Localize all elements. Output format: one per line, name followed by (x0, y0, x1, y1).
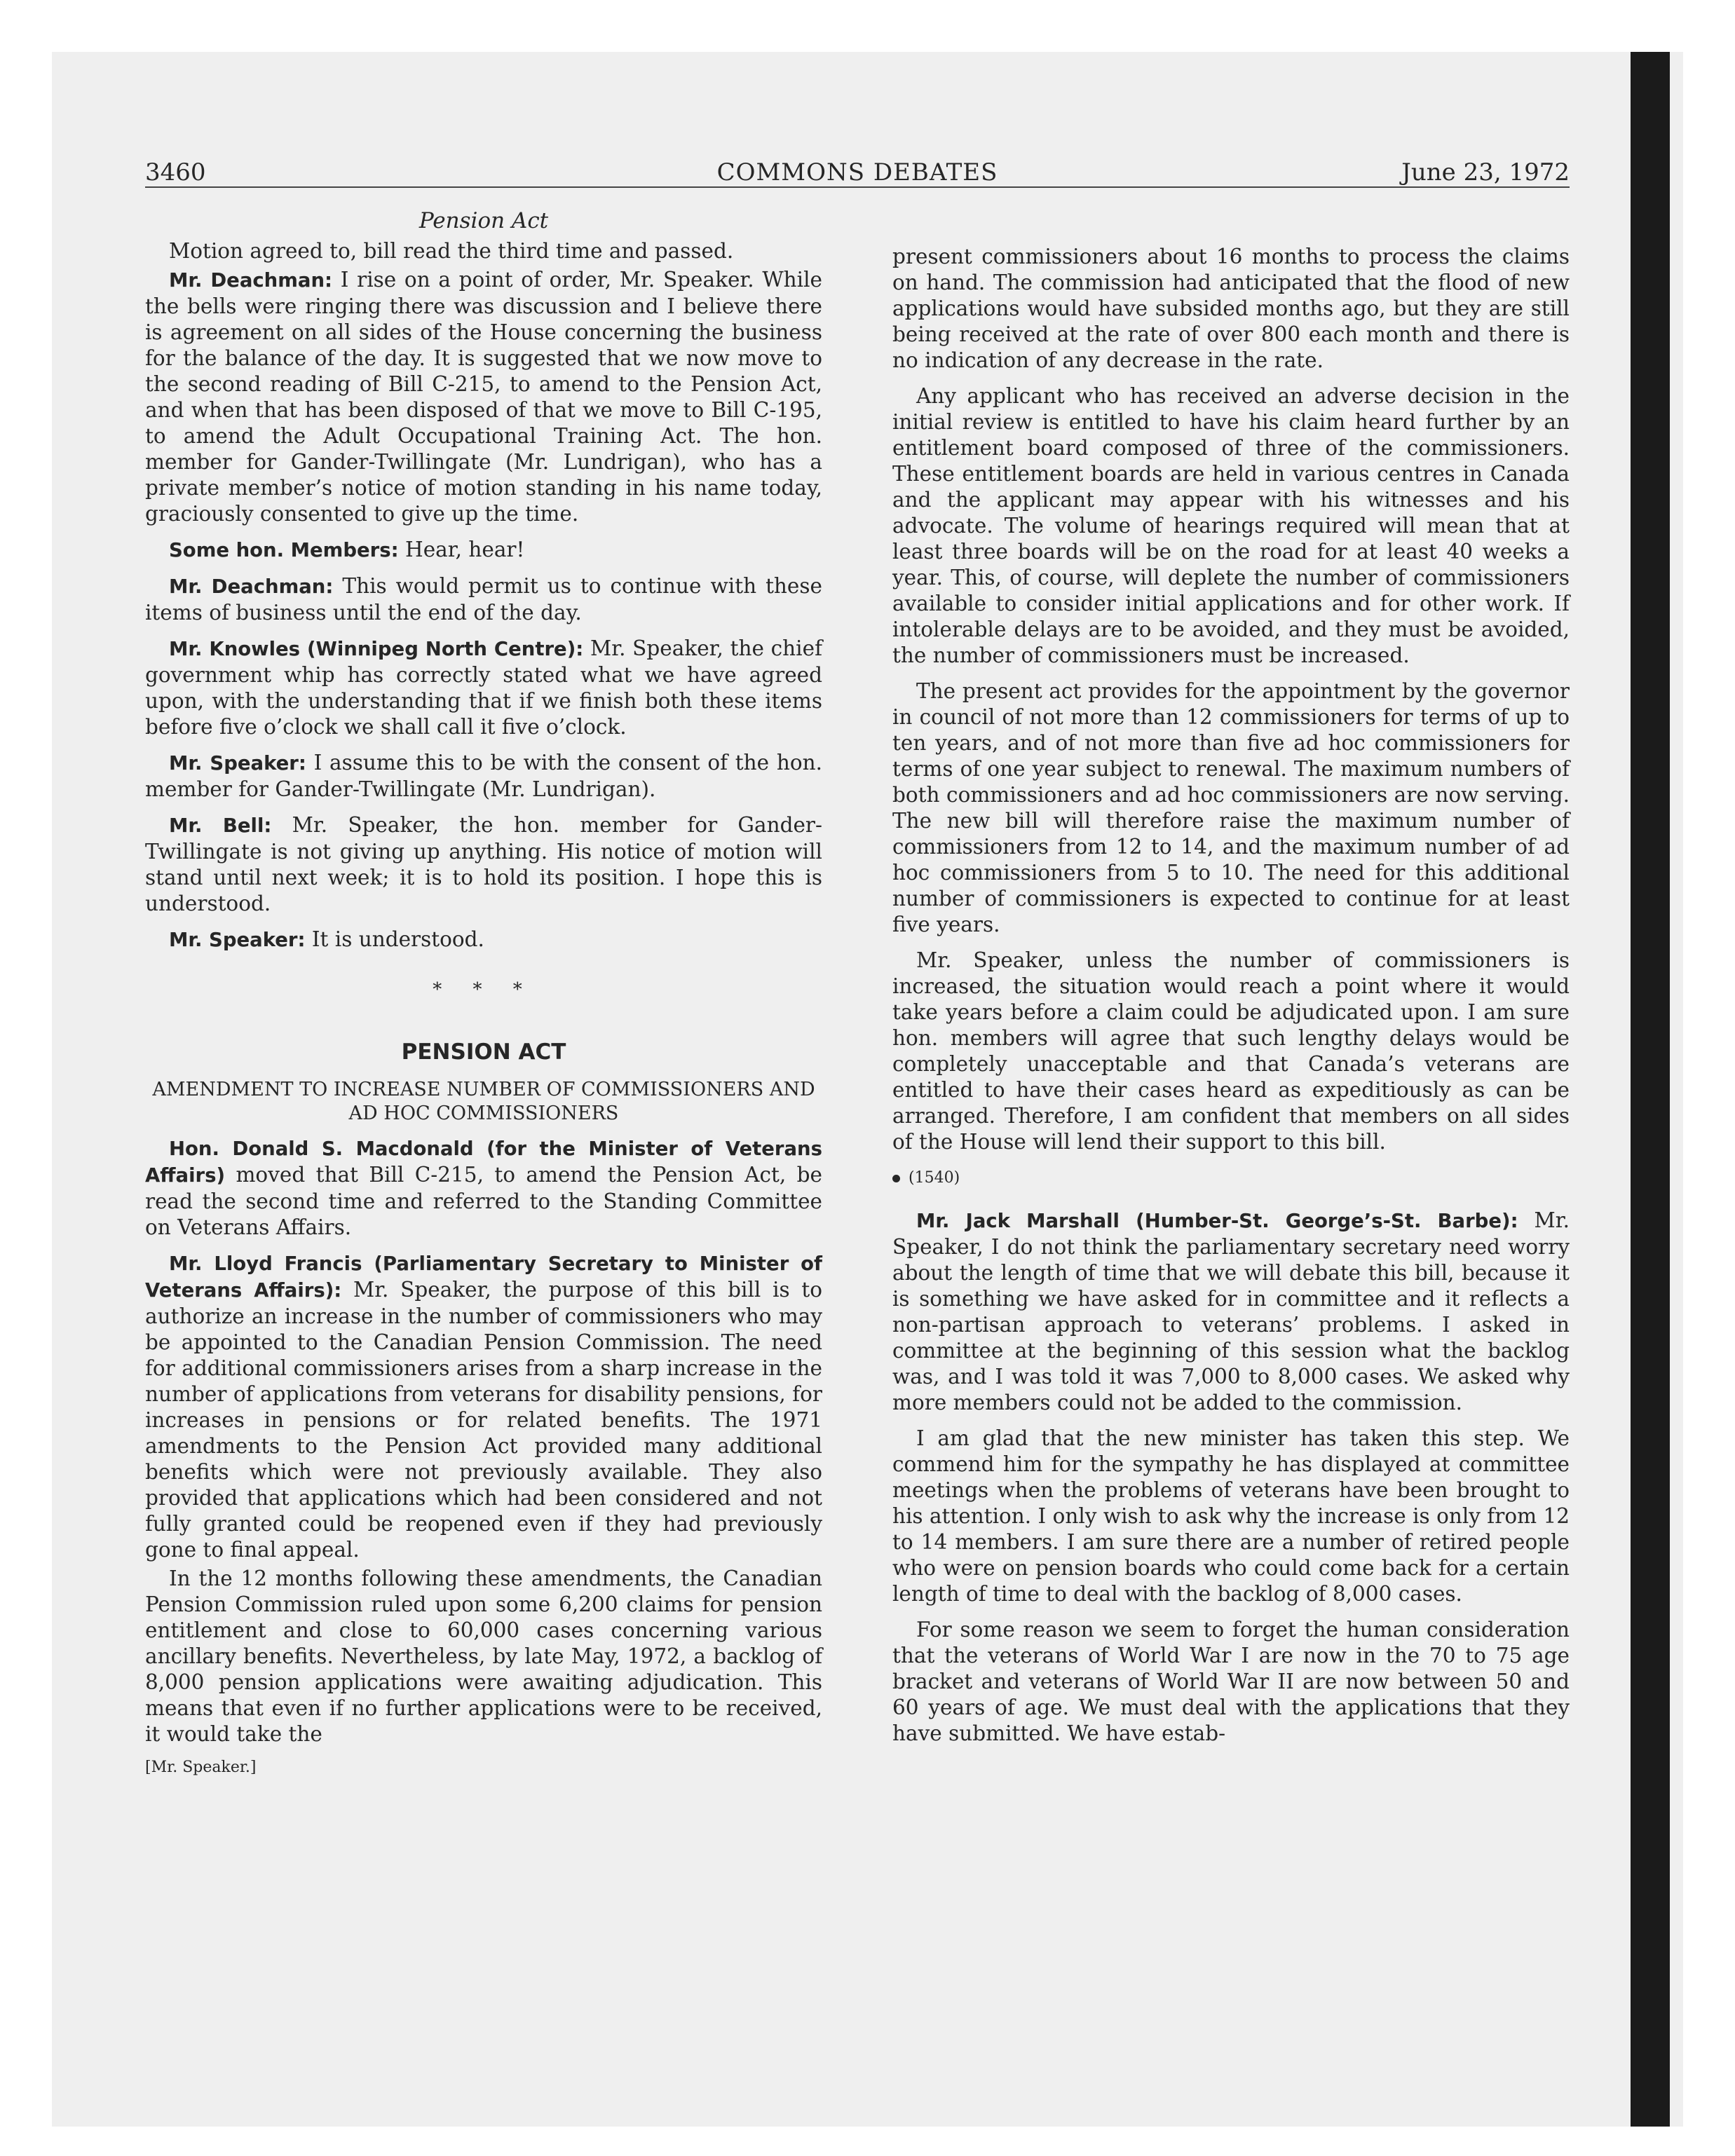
section-running-head: Pension Act (419, 208, 549, 233)
speaker-name: Mr. Lloyd Francis (Parliamentary Secretary to Minister of Veterans Affairs): (145, 1253, 822, 1302)
speech (145, 573, 822, 626)
section-separator: * * * (433, 979, 535, 1000)
continuation-note: [Mr. Speaker.] (145, 1759, 257, 1776)
speech-text: I assume this to be with the consent of the hon. member for Gander-Twillingate (Mr. Lundrigan). (145, 751, 822, 801)
speech (145, 537, 822, 564)
paragraph: Motion agreed to, bill read the third time and passed. (169, 239, 734, 263)
left-column (145, 208, 822, 1780)
bullet-icon (892, 1175, 900, 1182)
page-header (145, 158, 1570, 188)
speech (145, 636, 822, 740)
speech (145, 1250, 822, 1563)
paragraph: Mr. Speaker, unless the number of commissioners is increased, the situation would reach a point where it would take years before a claim could be adjudicated upon. I am sure hon. members will agree that such lengthy delays would be completely unacceptable and that Canada’s veterans are entitled to have their cases heard as expeditiously as can be arranged. Therefore, I am confident that members on all sides of the House will lend their support to this bill. (892, 948, 1570, 1154)
right-column (892, 244, 1570, 1756)
speaker-name: Mr. Deachman: (169, 575, 334, 598)
time-marker-text: (1540) (909, 1169, 960, 1187)
speech (145, 750, 822, 803)
speech-text: Mr. Speaker, the purpose of this bill is to authorize an increase in the number of commissioners who may be appointed to the Canadian Pension Commission. The need for additional commissioners arises from a sharp increase in the number of applications from veterans for disability pensions, for increases in pensions or for related benefits. The 1971 amendments to the Pension Act provided many additional benefits which were not previously available. They also provided that applications which had been considered and not fully granted could be reopened even if they had previously gone to final appeal. (145, 1278, 823, 1562)
speaker-name: Mr. Deachman: (169, 269, 333, 292)
paragraph: For some reason we seem to forget the human consideration that the veterans of World War I are now in the 70 to 75 age bracket and veterans of World War II are now between 50 and 60 years of age. We must deal with the applications that they have submitted. We have estab- (892, 1618, 1570, 1745)
paragraph: present commissioners about 16 months to process the claims on hand. The commission had anticipated that the flood of new applications would have subsided months ago, but they are still being received at the rate of over 800 each month and there is no indication of any decrease in the rate. (892, 245, 1570, 372)
scan-edge-shadow (1631, 52, 1670, 2127)
speaker-name: Mr. Speaker: (169, 929, 306, 951)
running-title: COMMONS DEBATES (716, 158, 998, 186)
section-heading: PENSION ACT (401, 1039, 566, 1065)
speaker-name: Mr. Jack Marshall (Humber-St. George’s-St. Barbe): (916, 1210, 1518, 1232)
page-date: June 23, 1972 (1401, 158, 1570, 186)
speech-text: This would permit us to continue with these items of business until the end of the day. (145, 574, 822, 625)
speech (145, 812, 822, 917)
speaker-name: Mr. Speaker: (169, 752, 306, 775)
speaker-name: Mr. Knowles (Winnipeg North Centre): (169, 638, 584, 660)
paragraph: The present act provides for the appointment by the governor in council of not more than 12 commissioners for terms of up to ten years, and of not more than five ad hoc commissioners for terms of one year subject to renewal. The maximum numbers of both commissioners and ad hoc commissioners are now serving. The new bill will therefore raise the maximum number of commissioners from 12 to 14, and the maximum number of ad hoc commissioners from 5 to 10. The need for this additional number of commissioners is expected to continue for at least five years. (892, 679, 1570, 936)
speech-text: I rise on a point of order, Mr. Speaker. While the bells were ringing there was discussion and I believe there is agreement on all sides of the House concerning the business for the balance of the day. It is suggested that we now move to the second reading of Bill C-215, to amend to the Pension Act, and when that has been disposed of that we move to Bill C-195, to amend the Adult Occupational Training Act. The hon. member for Gander-Twillingate (Mr. Lundrigan), who has a private member’s notice of motion standing in his name today, graciously consented to give up the time. (145, 268, 823, 526)
speech-text: moved that Bill C-215, to amend the Pension Act, be read the second time and referred to the Standing Committee on Veterans Affairs. (145, 1163, 822, 1239)
speech-text: It is understood. (305, 927, 484, 951)
speech (145, 267, 822, 527)
speech (892, 1208, 1570, 1416)
time-marker (892, 1165, 1570, 1191)
page-number: 3460 (145, 158, 206, 186)
speech-text: Mr. Speaker, I do not think the parliamentary secretary need worry about the length of time that we will debate this bill, because it is something we have asked for in committee and it reflects a non-partisan approach to veterans’ problems. I asked in committee at the beginning of this session what the backlog was, and I was told it was 7,000 to 8,000 cases. We asked why more members could not be added to the commission. (892, 1208, 1570, 1414)
paragraph: Any applicant who has received an adverse decision in the initial review is entitled to have his claim heard further by an entitlement board composed of three of the commissioners. These entitlement boards are held in various centres in Canada and the applicant may appear with his witnesses and his advocate. The volume of hearings required will mean that at least three boards will be on the road for at least 40 weeks a year. This, of course, will deplete the number of commissioners available to consider initial applications and for other work. If intolerable delays are to be avoided, and they must be avoided, the number of commissioners must be increased. (892, 384, 1570, 667)
speaker-name: Mr. Bell: (169, 814, 272, 837)
speech (145, 927, 822, 953)
paragraph: I am glad that the new minister has taken this step. We commend him for the sympathy he has displayed at committee meetings when the problems of veterans have been brought to his attention. I only wish to ask why the increase is only from 12 to 14 members. I am sure there are a number of retired people who were on pension boards who could come back for a certain length of time to deal with the backlog of 8,000 cases. (892, 1426, 1570, 1606)
speaker-name: Some hon. Members: (169, 539, 399, 561)
document-page (145, 158, 1570, 1925)
speech-text: Mr. Speaker, the hon. member for Gander-Twillingate is not giving up anything. His notice of motion will stand until next week; it is to hold its position. I hope this is understood. (145, 813, 822, 915)
speech (145, 1135, 822, 1241)
section-subheading: AMENDMENT TO INCREASE NUMBER OF COMMISSIONERS AND AD HOC COMMISSIONERS (152, 1079, 815, 1124)
speaker-name: Hon. Donald S. Macdonald (for the Minister of Veterans Affairs) (145, 1138, 822, 1187)
speech-text: Hear, hear! (398, 538, 525, 561)
speech-text: Mr. Speaker, the chief government whip has correctly stated what we have agreed upon, with the understanding that if we finish both these items before five o’clock we shall call it five o’clock. (145, 636, 822, 739)
paragraph: In the 12 months following these amendments, the Canadian Pension Commission ruled upon some 6,200 claims for pension entitlement and close to 60,000 cases concerning various ancillary benefits. Nevertheless, by late May, 1972, a backlog of 8,000 pension applications were awaiting adjudication. This means that even if no further applications were to be received, it would take the (145, 1567, 822, 1746)
